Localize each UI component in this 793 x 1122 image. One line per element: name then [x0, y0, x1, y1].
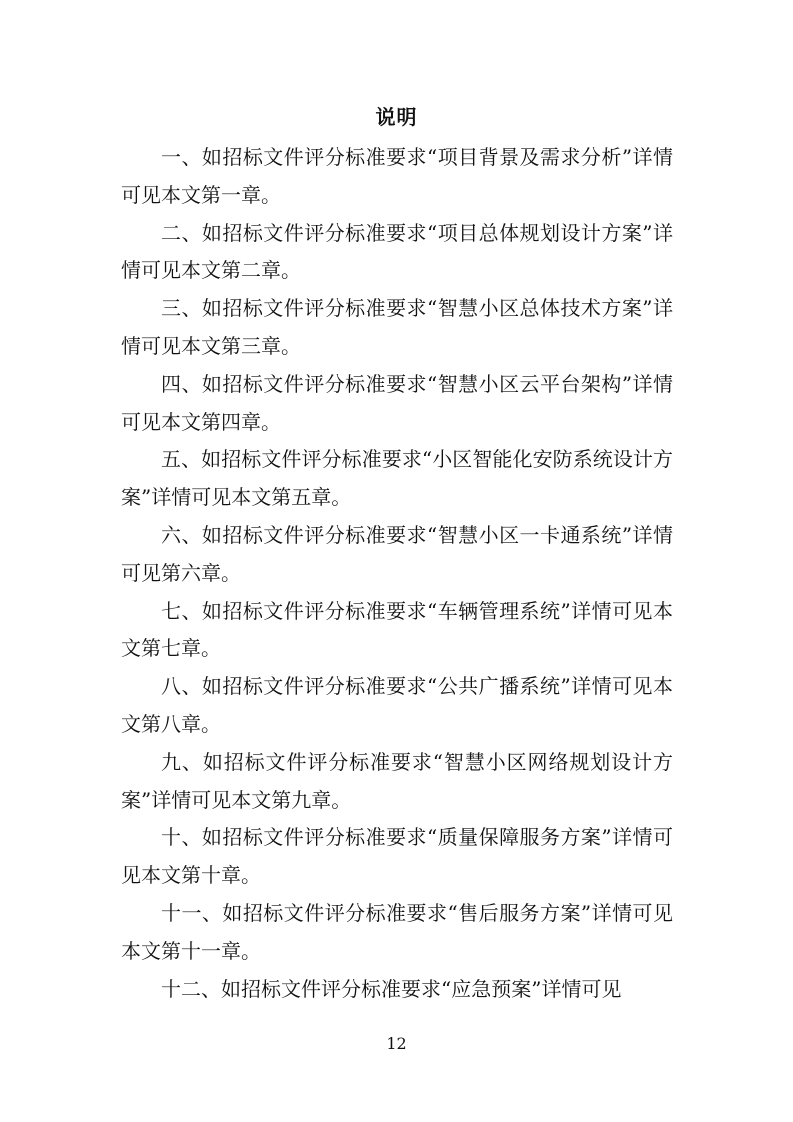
paragraph-6: 六、如招标文件评分标准要求“智慧小区一卡通系统”详情可见第六章。	[121, 522, 673, 585]
paragraph-3: 三、如招标文件评分标准要求“智慧小区总体技术方案”详情可见本文第三章。	[121, 296, 673, 358]
paragraph-9: 九、如招标文件评分标准要求“智慧小区网络规划设计方案”详情可见本文第九章。	[121, 749, 673, 812]
page-number: 12	[386, 1034, 407, 1053]
paragraph-10: 十、如招标文件评分标准要求“质量保障服务方案”详情可见本文第十章。	[121, 825, 673, 888]
paragraph-7: 七、如招标文件评分标准要求“车辆管理系统”详情可见本文第七章。	[121, 598, 673, 661]
paragraph-12: 十二、如招标文件评分标准要求“应急预案”详情可见	[161, 976, 622, 1001]
paragraph-4: 四、如招标文件评分标准要求“智慧小区云平台架构”详情可见本文第四章。	[121, 371, 673, 434]
page-title: 说明	[375, 105, 418, 129]
paragraph-5: 五、如招标文件评分标准要求“小区智能化安防系统设计方案”详情可见本文第五章。	[121, 447, 673, 510]
paragraph-11: 十一、如招标文件评分标准要求“售后服务方案”详情可见本文第十一章。	[121, 900, 673, 963]
paragraph-2: 二、如招标文件评分标准要求“项目总体规划设计方案”详情可见本文第二章。	[121, 220, 673, 283]
paragraph-1: 一、如招标文件评分标准要求“项目背景及需求分析”详情可见本文第一章。	[121, 145, 673, 207]
paragraph-8: 八、如招标文件评分标准要求“公共广播系统”详情可见本文第八章。	[121, 674, 673, 736]
document-body	[121, 139, 673, 1008]
